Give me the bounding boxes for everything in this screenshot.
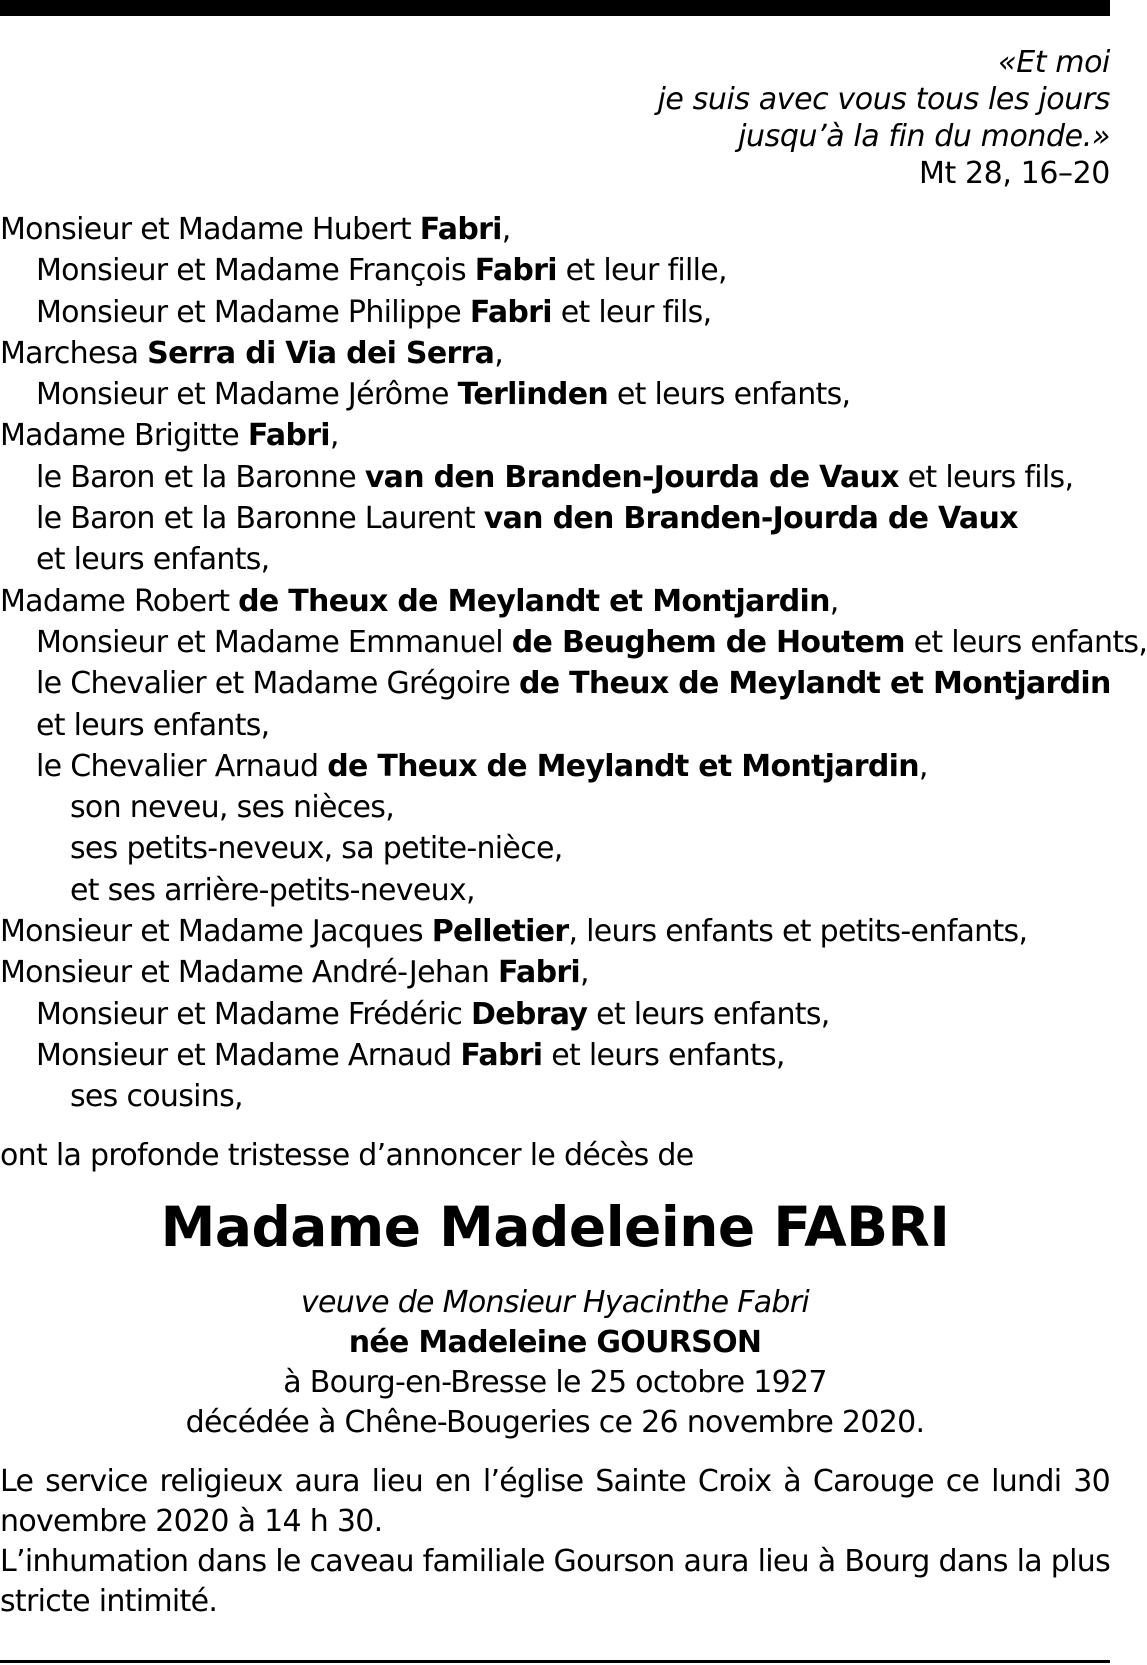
- family-line: ses cousins,: [70, 1079, 243, 1115]
- family-line: et leurs enfants,: [36, 542, 270, 578]
- family-line: Monsieur et Madame François Fabri et leur fille,: [36, 253, 727, 289]
- deceased-details: [0, 1283, 1110, 1443]
- deceased-name: Madame Madeleine FABRI: [160, 1195, 950, 1259]
- family-line: le Baron et la Baronne van den Branden-Jourda de Vaux et leurs fils,: [36, 459, 1074, 495]
- quote-line: «Et moi: [998, 45, 1110, 80]
- widow-of: veuve de Monsieur Hyacinthe Fabri: [300, 1285, 810, 1320]
- burial-text: L’inhumation dans le caveau familiale Gourson aura lieu à Bourg dans la plus stricte intimité.: [0, 1544, 1110, 1619]
- family-line: Marchesa Serra di Via dei Serra,: [0, 335, 504, 371]
- family-line: Madame Brigitte Fabri,: [0, 418, 339, 454]
- bottom-rule: [0, 1660, 1110, 1663]
- family-line: Monsieur et Madame Arnaud Fabri et leurs enfants,: [36, 1037, 785, 1073]
- bible-quote: [410, 44, 1110, 192]
- quote-reference: Mt 28, 16–20: [919, 156, 1110, 191]
- birth-info: à Bourg-en-Bresse le 25 octobre 1927: [283, 1365, 827, 1400]
- family-line: le Baron et la Baronne Laurent van den Branden-Jourda de Vaux: [36, 501, 1018, 537]
- family-line: Monsieur et Madame Jérôme Terlinden et leurs enfants,: [36, 377, 851, 413]
- family-line: Madame Robert de Theux de Meylandt et Montjardin,: [0, 583, 839, 619]
- top-rule: [0, 0, 1110, 16]
- family-line: et ses arrière-petits-neveux,: [70, 872, 475, 908]
- family-line: et leurs enfants,: [36, 707, 270, 743]
- family-line: le Chevalier Arnaud de Theux de Meylandt et Montjardin,: [36, 748, 928, 784]
- quote-line: jusqu’à la fin du monde.»: [738, 119, 1110, 154]
- family-line: Monsieur et Madame Emmanuel de Beughem de Houtem et leurs enfants,: [36, 624, 1147, 660]
- ceremony-text: Le service religieux aura lieu en l’église Sainte Croix à Carouge ce lundi 30 novembre 2020 à 14 h 30.: [0, 1464, 1110, 1539]
- family-line: Monsieur et Madame André-Jehan Fabri,: [0, 955, 589, 991]
- death-info: décédée à Chêne-Bougeries ce 26 novembre 2020.: [185, 1405, 925, 1440]
- family-line: Monsieur et Madame Philippe Fabri et leur fils,: [36, 294, 712, 330]
- family-line: ses petits-neveux, sa petite-nièce,: [70, 831, 563, 867]
- family-line: Monsieur et Madame Frédéric Debray et leurs enfants,: [36, 996, 830, 1032]
- family-line: Monsieur et Madame Jacques Pelletier, leurs enfants et petits-enfants,: [0, 914, 1028, 950]
- family-line: Monsieur et Madame Hubert Fabri,: [0, 212, 511, 247]
- family-list: [0, 209, 1147, 1118]
- family-line: son neveu, ses nièces,: [70, 790, 395, 826]
- quote-line: je suis avec vous tous les jours: [657, 82, 1110, 117]
- announcement-text: ont la profonde tristesse d’annoncer le décès de: [0, 1138, 694, 1173]
- service-info: [0, 1462, 1110, 1622]
- family-line: le Chevalier et Madame Grégoire de Theux de Meylandt et Montjardin: [36, 666, 1111, 702]
- maiden-name: née Madeleine GOURSON: [348, 1325, 762, 1360]
